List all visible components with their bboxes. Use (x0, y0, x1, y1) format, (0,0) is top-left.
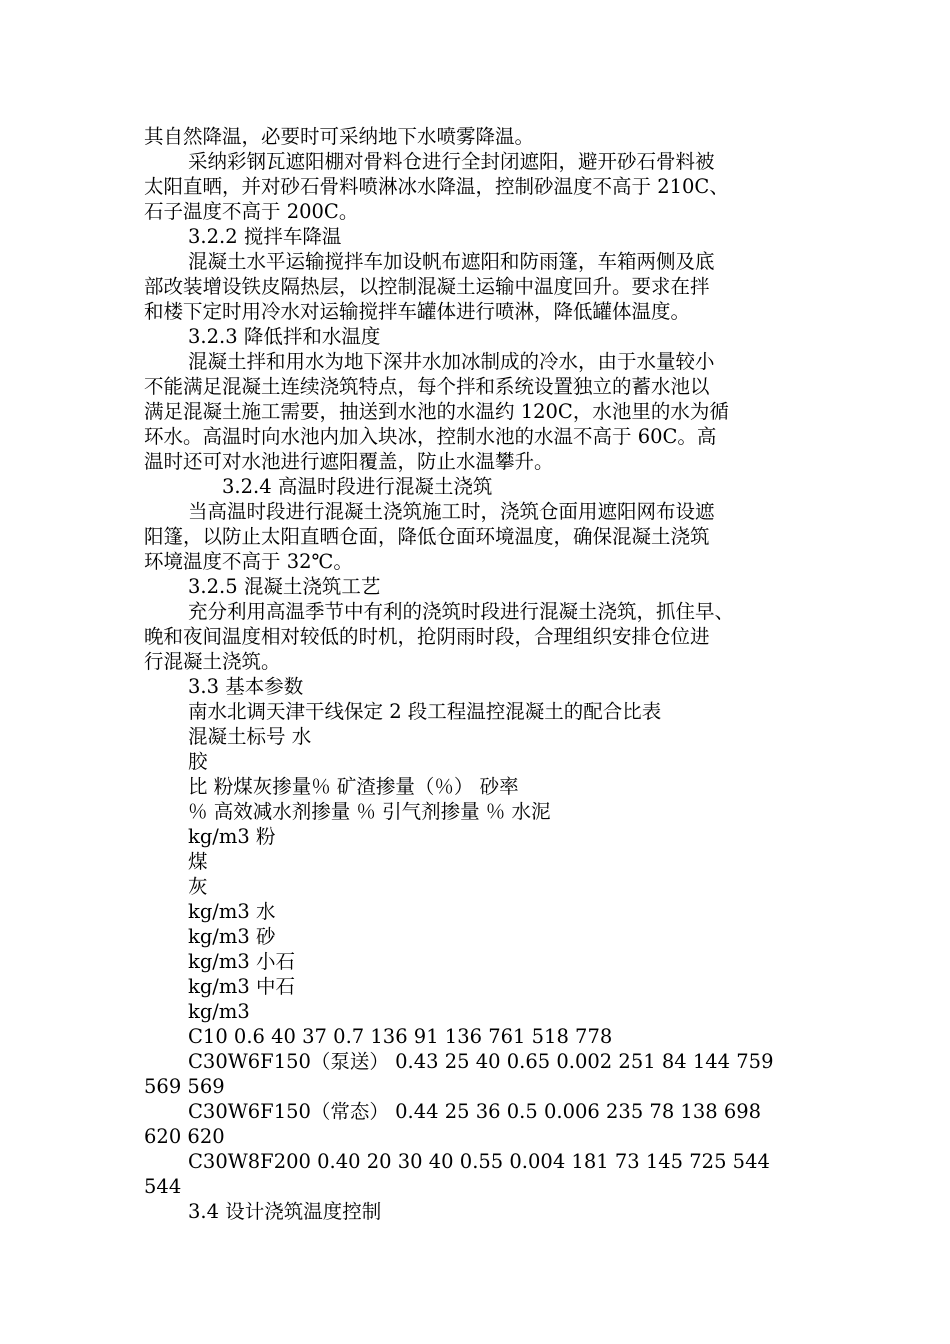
section-heading: 3.2.3 降低拌和水温度 (188, 325, 381, 348)
table-text-line: kg/m3 (188, 1000, 250, 1023)
table-row-line: 620 620 (144, 1125, 225, 1148)
text-line: 行混凝土浇筑。 (144, 650, 281, 673)
text-line: 晚和夜间温度相对较低的时机，抢阴雨时段，合理组织安排仓位进 (144, 625, 710, 648)
text-line: 当高温时段进行混凝土浇筑施工时，浇筑仓面用遮阳网布设遮 (188, 500, 715, 523)
text-line: 环水。高温时向水池内加入块冰，控制水池的水温不高于 60C。高 (144, 425, 717, 448)
section-heading: 3.2.5 混凝土浇筑工艺 (188, 575, 381, 598)
table-text-line: kg/m3 砂 (188, 925, 276, 948)
text-line: 不能满足混凝土连续浇筑特点，每个拌和系统设置独立的蓄水池以 (144, 375, 710, 398)
table-text-line: 比 粉煤灰掺量％ 矿渣掺量（％） 砂率 (188, 775, 519, 798)
table-row-line: C30W6F150（常态） 0.44 25 36 0.5 0.006 235 78 138 698 (188, 1100, 762, 1123)
text-line: 部改装增设铁皮隔热层，以控制混凝土运输中温度回升。要求在拌 (144, 275, 710, 298)
table-row-line: C30W8F200 0.40 20 30 40 0.55 0.004 181 73 145 725 544 (188, 1150, 770, 1173)
text-line: 混凝土水平运输搅拌车加设帆布遮阳和防雨篷，车箱两侧及底 (188, 250, 715, 273)
text-line: 阳篷，以防止太阳直晒仓面，降低仓面环境温度，确保混凝土浇筑 (144, 525, 710, 548)
text-line: 太阳直晒，并对砂石骨料喷淋冰水降温，控制砂温度不高于 210C、 (144, 175, 729, 198)
table-text-line: kg/m3 中石 (188, 975, 295, 998)
text-line: 采纳彩钢瓦遮阳棚对骨料仓进行全封闭遮阳，避开砂石骨料被 (188, 150, 715, 173)
section-heading: 3.4 设计浇筑温度控制 (188, 1200, 382, 1223)
text-line: 环境温度不高于 32℃。 (144, 550, 353, 573)
table-row-line: C10 0.6 40 37 0.7 136 91 136 761 518 778 (188, 1025, 613, 1048)
table-text-line: kg/m3 粉 (188, 825, 276, 848)
text-line: 充分利用高温季节中有利的浇筑时段进行混凝土浇筑，抓住早、 (188, 600, 735, 623)
text-line: 混凝土拌和用水为地下深井水加冰制成的冷水，由于水量较小 (188, 350, 715, 373)
text-line: 石子温度不高于 200C。 (144, 200, 359, 223)
section-heading: 3.2.2 搅拌车降温 (188, 225, 342, 248)
table-text-line: kg/m3 小石 (188, 950, 295, 973)
table-row-line: 569 569 (144, 1075, 225, 1098)
text-line: 满足混凝土施工需要，抽送到水池的水温约 120C，水池里的水为循 (144, 400, 729, 423)
section-heading: 3.2.4 高温时段进行混凝土浇筑 (222, 475, 493, 498)
table-text-line: 混凝土标号 水 (188, 725, 312, 748)
text-line: 其自然降温，必要时可采纳地下水喷雾降温。 (144, 125, 535, 148)
text-line: 和楼下定时用冷水对运输搅拌车罐体进行喷淋，降低罐体温度。 (144, 300, 691, 323)
table-row-line: 544 (144, 1175, 182, 1198)
table-text-line: ％ 高效减水剂掺量 ％ 引气剂掺量 ％ 水泥 (188, 800, 551, 823)
table-row-line: C30W6F150（泵送） 0.43 25 40 0.65 0.002 251 84 144 759 (188, 1050, 774, 1073)
text-line: 温时还可对水池进行遮阳覆盖，防止水温攀升。 (144, 450, 554, 473)
table-text-line: kg/m3 水 (188, 900, 276, 923)
table-text-line: 煤 (188, 850, 208, 873)
table-text-line: 灰 (188, 875, 208, 898)
section-heading: 3.3 基本参数 (188, 675, 304, 698)
table-text-line: 胶 (188, 750, 208, 773)
table-caption: 南水北调天津干线保定 2 段工程温控混凝土的配合比表 (188, 700, 662, 723)
